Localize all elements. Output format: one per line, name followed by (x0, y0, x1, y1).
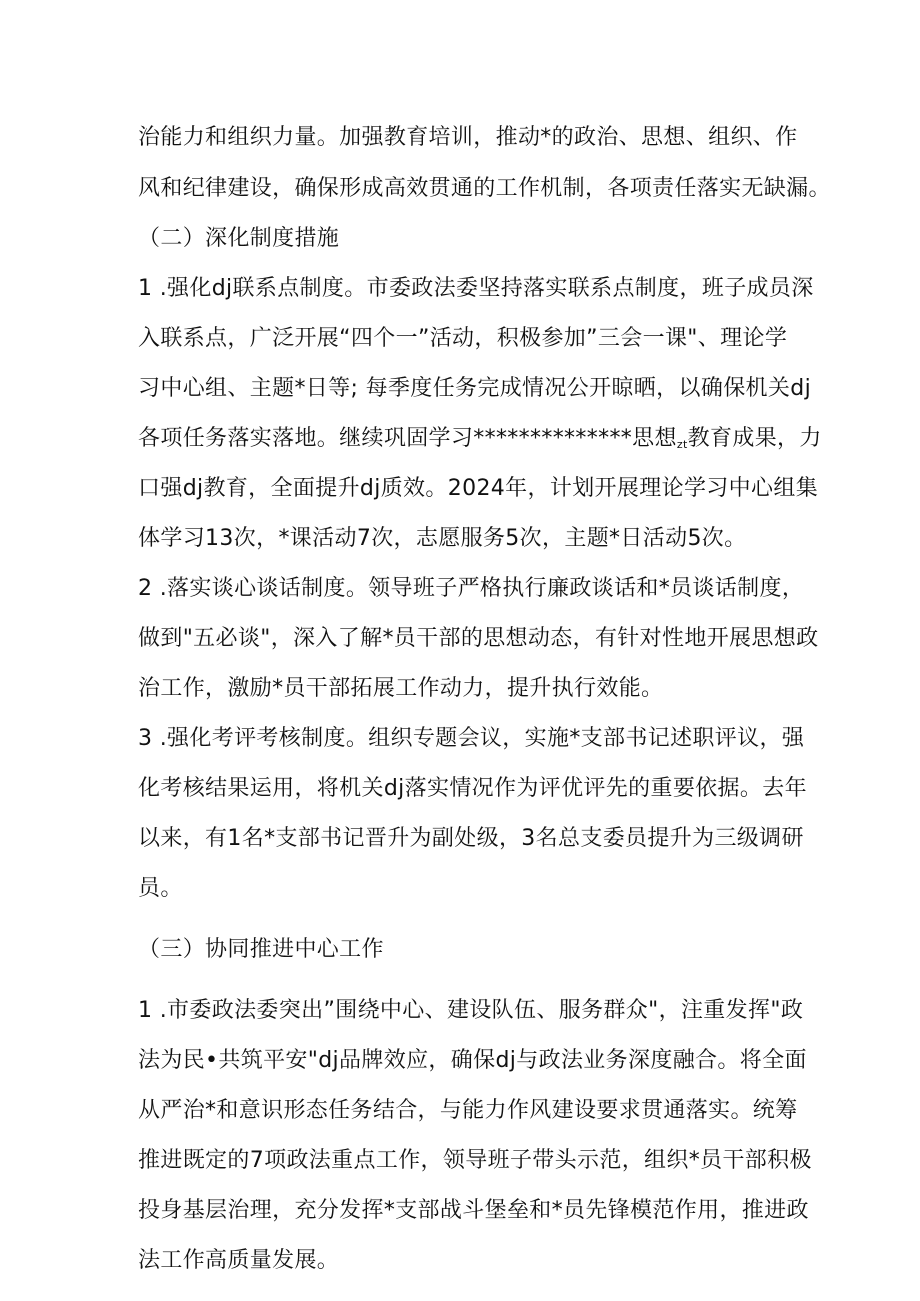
s3-item1-line-1: 1 .市委政法委突出”围绕中心、建设队伍、服务群众"，注重发挥"政 (138, 998, 804, 1023)
s2-item1-line-4-sub: zt (676, 438, 688, 451)
s2-item3-line-2: 化考核结果运用，将机关dj落实情况作为评优评先的重要依据。去年 (138, 776, 807, 801)
s2-item1-line-5: 口强dj教育，全面提升dj质效。2024年，计划开展理论学习中心组集 (138, 476, 819, 501)
s3-item1-line-5: 投身基层治理，充分发挥*支部战斗堡垒和*员先锋模范作用，推进政 (138, 1198, 809, 1223)
s2-item1-line-6: 体学习13次，*课活动7次，志愿服务5次，主题*日活动5次。 (138, 526, 747, 551)
s2-item1-line-1: 1 .强化dj联系点制度。市委政法委坚持落实联系点制度，班子成员深 (138, 276, 814, 301)
s2-item3-line-4: 员。 (138, 876, 183, 901)
s2-item1-line-4-b: 教育成果，力 (687, 426, 822, 451)
s2-item1-line-2: 入联系点，广泛开展“四个一”活动，积极参加”三会一课"、理论学 (138, 326, 788, 351)
s3-item1-line-6: 法工作高质量发展。 (138, 1248, 340, 1273)
s2-item1-line-4 (138, 424, 822, 454)
s2-item3-line-1: 3 .强化考评考核制度。组织专题会议，实施*支部书记述职评议，强 (138, 726, 805, 751)
s2-item2-line-3: 治工作，激励*员干部拓展工作动力，提升执行效能。 (138, 676, 664, 701)
s3-item1-line-2: 法为民•共筑平安"dj品牌效应，确保dj与政法业务深度融合。将全面 (138, 1048, 807, 1073)
section-2-heading: （二）深化制度措施 (138, 226, 340, 251)
section-3-heading: （三）协同推进中心工作 (138, 937, 384, 962)
s2-item2-line-1: 2 .落实谈心谈话制度。领导班子严格执行廉政谈话和*员谈话制度， (138, 576, 805, 601)
s2-item3-line-3: 以来，有1名*支部书记晋升为副处级，3名总支委员提升为三级调研 (138, 826, 804, 851)
s2-item2-line-2: 做到"五必谈"，深入了解*员干部的思想动态，有针对性地开展思想政 (138, 626, 819, 651)
s3-item1-line-3: 从严治*和意识形态任务结合，与能力作风建设要求贯通落实。统筹 (138, 1098, 798, 1123)
s3-item1-line-4: 推进既定的7项政法重点工作，领导班子带头示范，组织*员干部积极 (138, 1148, 812, 1173)
s2-item1-line-3: 习中心组、主题*日等; 每季度任务完成情况公开晾晒，以确保机关dj (138, 376, 812, 401)
intro-line-1: 治能力和组织力量。加强教育培训，推动*的政治、思想、组织、作 (138, 125, 798, 150)
s2-item1-line-4-a: 各项任务落实落地。继续巩固学习**************思想 (138, 426, 677, 451)
intro-line-2: 风和纪律建设，确保形成高效贯通的工作机制，各项责任落实无缺漏。 (138, 176, 831, 201)
